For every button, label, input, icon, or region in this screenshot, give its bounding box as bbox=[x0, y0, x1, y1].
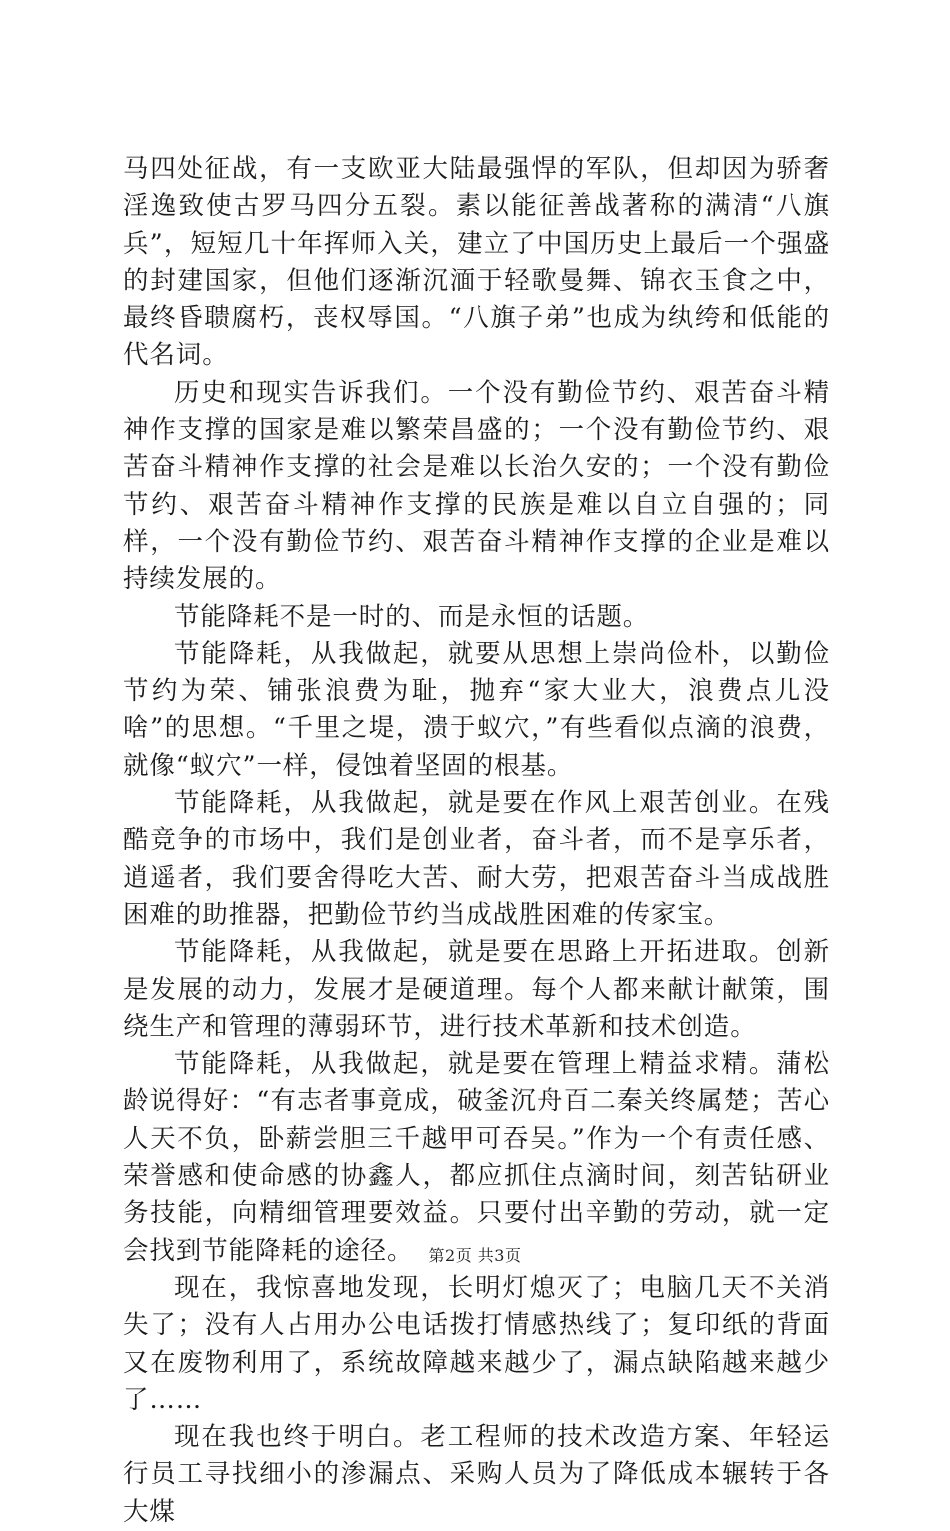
paragraph-1: 马四处征战，有一支欧亚大陆最强悍的军队，但却因为骄奢淫逸致使古罗马四分五裂。素以能征善战著称的满清“八旗兵”，短短几十年挥师入关，建立了中国历史上最后一个强盛的封建国家，但他们逐渐沉湎于轻歌曼舞、锦衣玉食之中，最终昏聩腐朽，丧权辱国。“八旗子弟”也成为纨绔和低能的代名词。 bbox=[123, 154, 830, 371]
paragraph-7: 节能降耗，从我做起，就是要在管理上精益求精。蒲松龄说得好：“有志者事竟成，破釜沉舟百二秦关终属楚；苦心人天不负，卧薪尝胆三千越甲可吞吴。”作为一个有责任感、荣誉感和使命感的协鑫人，都应抓住点滴时间，刻苦钻研业务技能，向精细管理要效益。只要付出辛勤的劳动，就一定会找到节能降耗的途径。 bbox=[123, 1049, 830, 1266]
paragraph-5: 节能降耗，从我做起，就是要在作风上艰苦创业。在残酷竞争的市场中，我们是创业者，奋斗者，而不是享乐者，逍遥者，我们要舍得吃大苦、耐大劳，把艰苦奋斗当成战胜困难的助推器，把勤俭节约当成战胜困难的传家宝。 bbox=[123, 788, 830, 930]
paragraph-4: 节能降耗，从我做起，就要从思想上崇尚俭朴，以勤俭节约为荣、铺张浪费为耻，抛弃“家大业大，浪费点儿没啥”的思想。“千里之堤，溃于蚁穴，”有些看似点滴的浪费，就像“蚁穴”一样，侵蚀着坚固的根基。 bbox=[123, 638, 830, 781]
paragraph-3: 节能降耗不是一时的、而是永恒的话题。 bbox=[174, 601, 650, 632]
paragraph-6: 节能降耗，从我做起，就是要在思路上开拓进取。创新是发展的动力，发展才是硬道理。每个人都来献计献策，围绕生产和管理的薄弱环节，进行技术革新和技术创造。 bbox=[123, 937, 830, 1042]
paragraph-9: 现在我也终于明白。老工程师的技术改造方案、年轻运行员工寻找细小的渗漏点、采购人员为了降低成本辗转于各大煤 bbox=[123, 1422, 830, 1527]
paragraph-2: 历史和现实告诉我们。一个没有勤俭节约、艰苦奋斗精神作支撑的国家是难以繁荣昌盛的；一个没有勤俭节约、艰苦奋斗精神作支撑的社会是难以长治久安的；一个没有勤俭节约、艰苦奋斗精神作支撑的民族是难以自立自强的；同样，一个没有勤俭节约、艰苦奋斗精神作支撑的企业是难以持续发展的。 bbox=[123, 377, 830, 595]
document-body bbox=[123, 151, 830, 1531]
paragraph-8: 现在，我惊喜地发现，长明灯熄灭了；电脑几天不关消失了；没有人占用办公电话拨打情感热线了；复印纸的背面又在废物利用了，系统故障越来越少了，漏点缺陷越来越少了…… bbox=[123, 1272, 830, 1415]
page-number-footer: 第2页 共3页 bbox=[428, 1246, 522, 1265]
